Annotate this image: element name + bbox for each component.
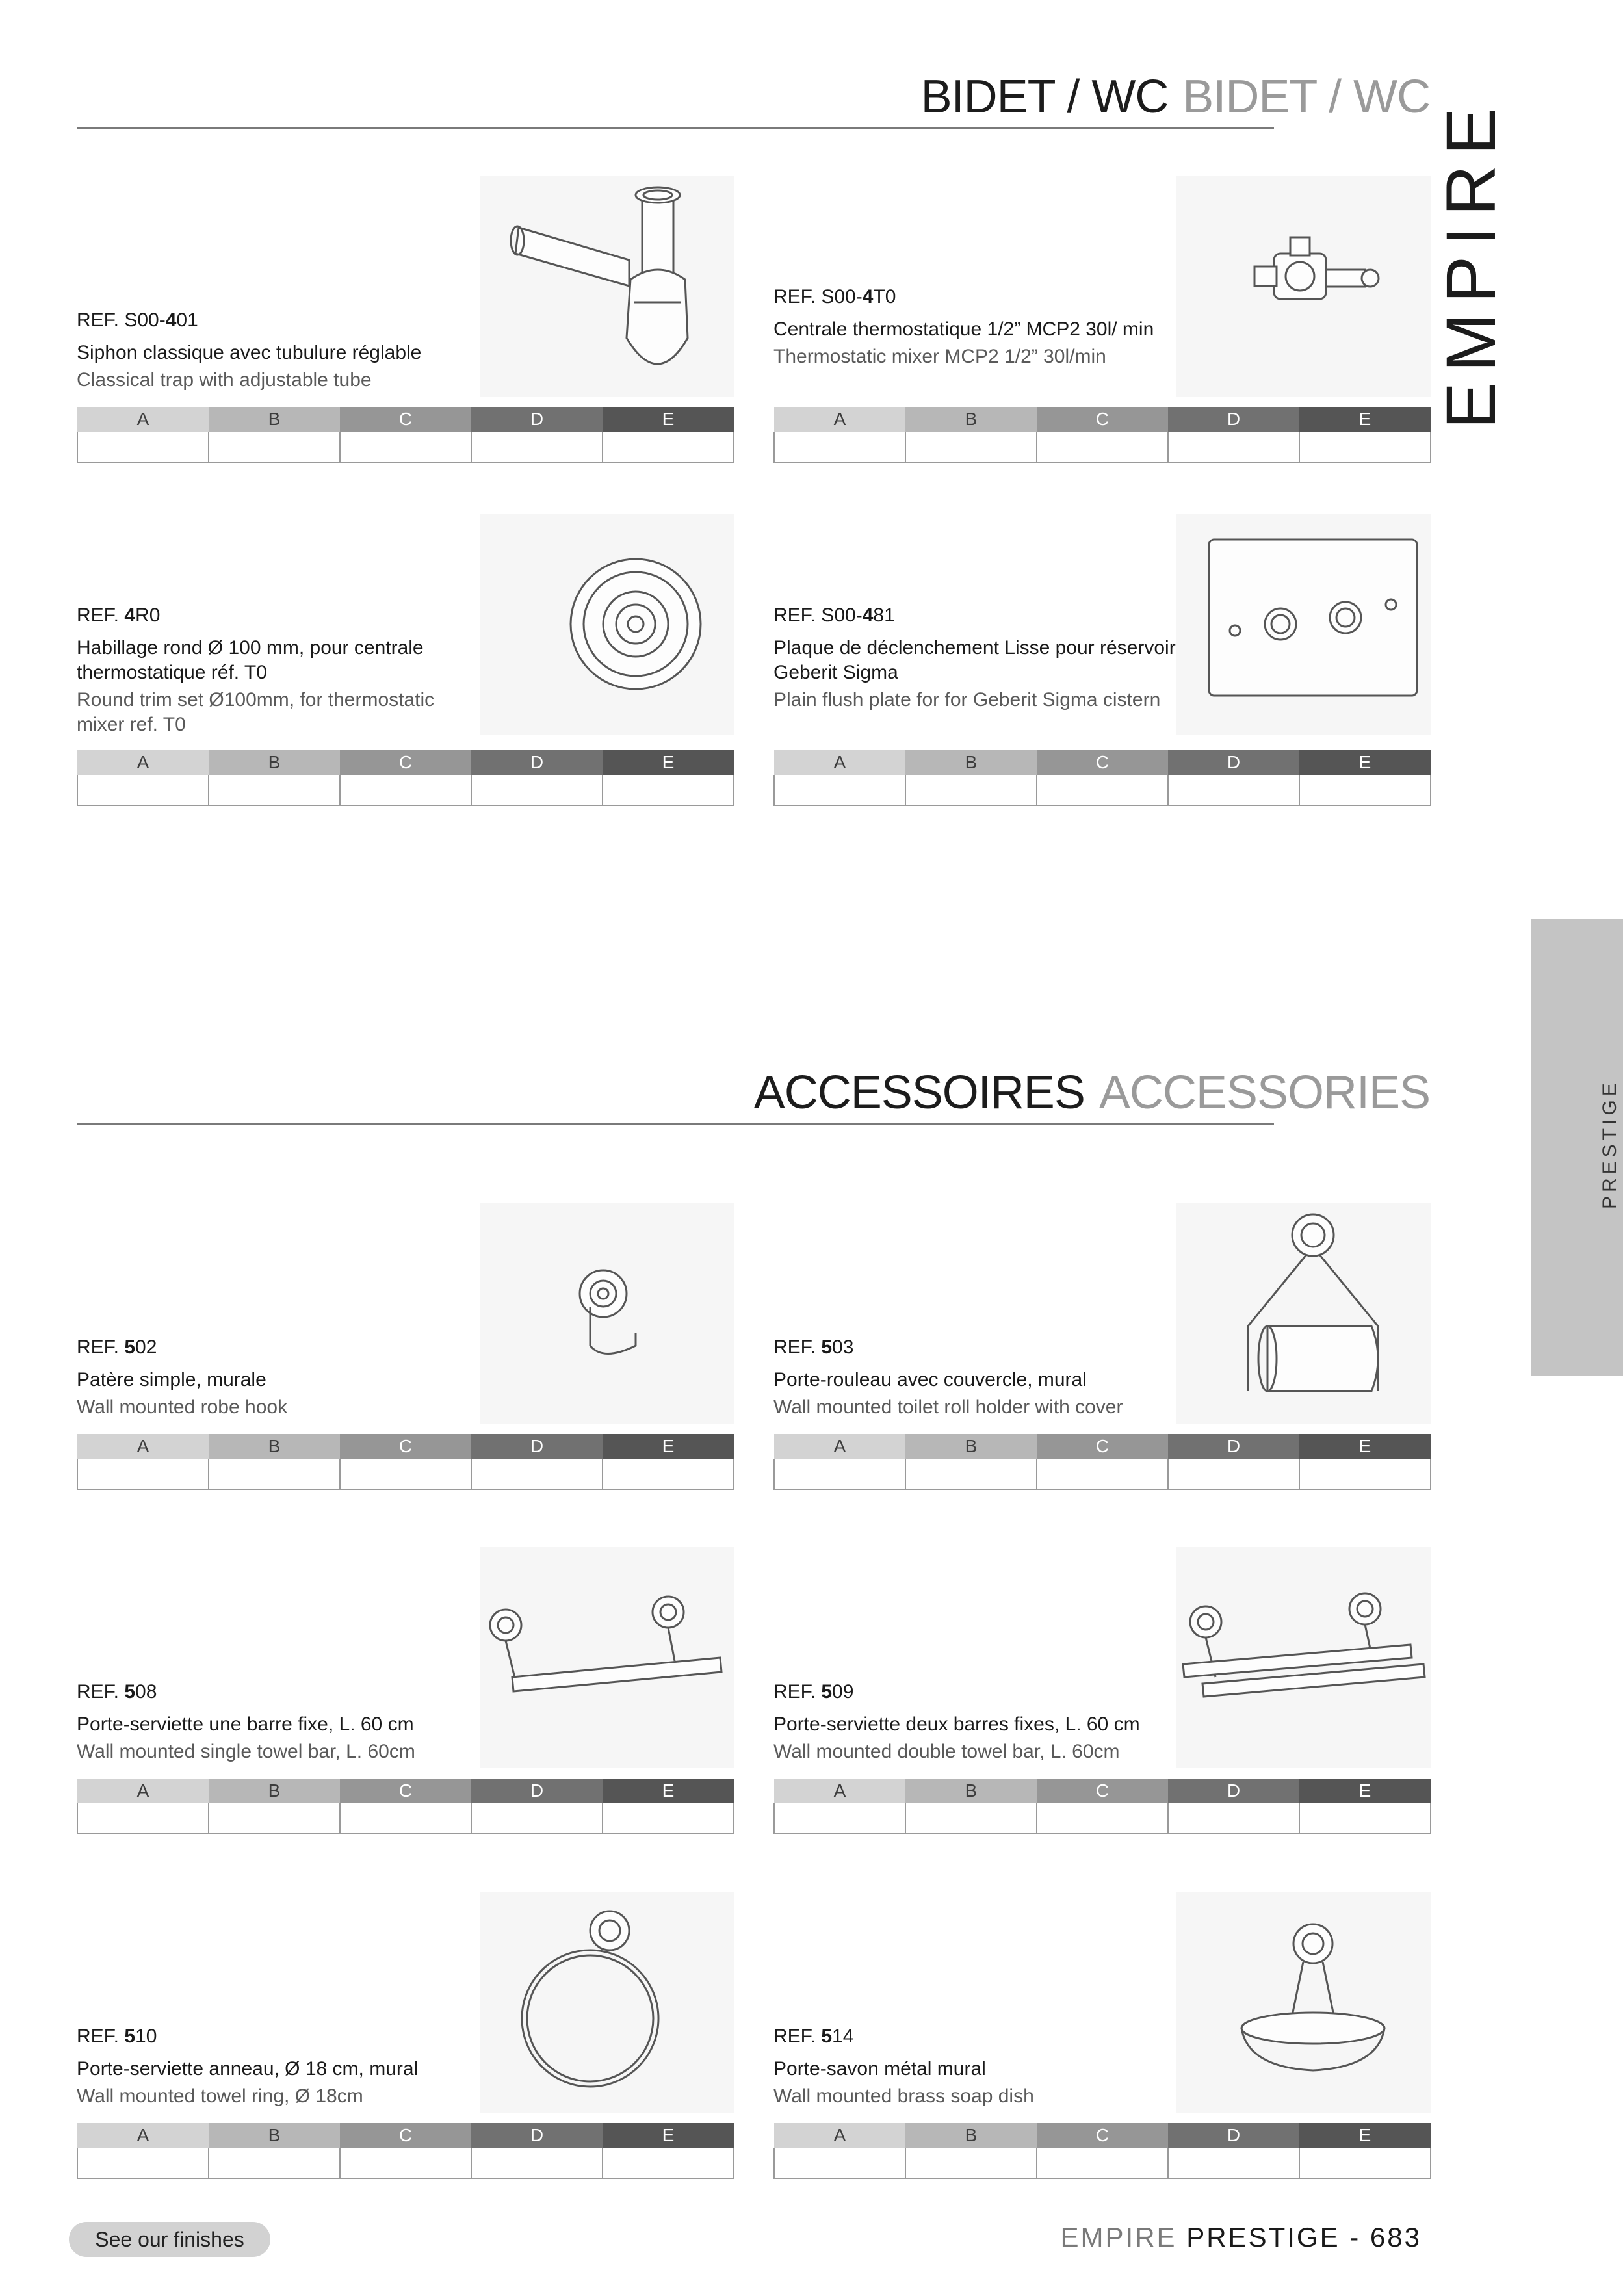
finish-cell [774,1459,905,1489]
finish-col-a: A [77,1434,209,1459]
product-info [773,1337,1176,1420]
finish-col-b: B [209,1434,340,1459]
product-desc-fr: Plaque de déclenchement Lisse pour réservoir Geberit Sigma [773,637,1176,683]
product-desc-en: Classical trap with adjustable tube [77,369,372,391]
product-info [77,1681,480,1764]
section-divider [77,127,1274,129]
finish-cell [209,1459,340,1489]
finish-cell [209,775,340,805]
section-title-bidet: BIDET / WC BIDET / WC [920,71,1430,123]
product-ref: REF. 510 [77,2026,157,2047]
finish-col-b: B [905,407,1037,432]
footer-page-number: PRESTIGE - 683 [1176,2222,1422,2252]
section-divider [77,1123,1274,1125]
finish-col-e: E [603,750,734,775]
product-desc-fr: Centrale thermostatique 1/2” MCP2 30l/ min [773,319,1154,340]
finish-cell [1299,775,1431,805]
finish-cell [1168,432,1299,462]
finish-col-d: D [1168,750,1299,775]
product-card [773,1547,1431,1840]
finish-cell [340,432,471,462]
product-card [77,1892,734,2184]
finish-cell [603,2148,734,2178]
finish-cell [340,775,471,805]
product-card [77,1203,734,1495]
finish-cell [603,1803,734,1834]
finish-col-b: B [209,407,340,432]
product-card [773,1892,1431,2184]
finish-cell [1168,1459,1299,1489]
finish-col-b: B [209,1779,340,1803]
product-desc-en: Round trim set Ø100mm, for thermostatic mixer ref. T0 [77,689,435,735]
finish-col-d: D [1168,1434,1299,1459]
finish-col-b: B [905,1779,1037,1803]
finish-col-c: C [1037,2123,1168,2148]
product-desc-en: Plain flush plate for for Geberit Sigma cistern [773,689,1161,711]
finish-col-c: C [340,407,471,432]
product-desc-en: Wall mounted towel ring, Ø 18cm [77,2085,363,2107]
finish-col-d: D [471,750,603,775]
finish-col-e: E [1299,2123,1431,2148]
finish-col-c: C [340,750,471,775]
finish-cell [905,775,1037,805]
product-desc-fr: Porte-savon métal mural [773,2058,986,2080]
finish-cell [1168,775,1299,805]
finish-cell [340,2148,471,2178]
finish-col-a: A [774,750,905,775]
toilet-roll-holder-icon [1176,1203,1431,1424]
finish-cell [603,1459,734,1489]
finish-cell [1037,1803,1168,1834]
product-desc-fr: Porte-serviette anneau, Ø 18 cm, mural [77,2058,419,2080]
finish-col-a: A [774,407,905,432]
finish-cell [905,1803,1037,1834]
product-ref: REF. S00-481 [773,605,895,626]
product-desc-en: Wall mounted brass soap dish [773,2085,1034,2107]
finish-cell [1168,1803,1299,1834]
finish-col-c: C [1037,407,1168,432]
finish-col-d: D [471,1434,603,1459]
product-card [77,514,734,813]
finish-col-b: B [209,750,340,775]
finish-col-d: D [471,1779,603,1803]
finish-cell [905,432,1037,462]
finish-col-b: B [905,2123,1037,2148]
finish-cell [209,432,340,462]
product-ref: REF. S00-401 [77,309,198,331]
product-desc-en: Wall mounted robe hook [77,1396,288,1418]
product-desc-en: Wall mounted toilet roll holder with cover [773,1396,1123,1418]
finish-col-c: C [1037,1779,1168,1803]
finish-table [77,1434,734,1490]
finish-col-a: A [774,2123,905,2148]
finish-col-e: E [1299,1779,1431,1803]
finish-cell [603,775,734,805]
finish-cell [774,775,905,805]
product-desc-fr: Porte-rouleau avec couvercle, mural [773,1369,1087,1390]
finish-col-b: B [905,1434,1037,1459]
finish-col-c: C [1037,1434,1168,1459]
product-info [77,1337,480,1420]
thermostatic-mixer-icon [1176,176,1431,397]
finish-cell [471,1459,603,1489]
finish-col-a: A [77,407,209,432]
finish-cell [471,2148,603,2178]
finish-col-c: C [340,1779,471,1803]
double-towel-bar-icon [1176,1547,1431,1768]
product-card [77,1547,734,1840]
product-desc-fr: Patère simple, murale [77,1369,266,1390]
finish-cell [774,1803,905,1834]
finish-cell [1299,2148,1431,2178]
product-desc-en: Wall mounted double towel bar, L. 60cm [773,1741,1120,1762]
finish-col-c: C [340,1434,471,1459]
product-ref: REF. 502 [77,1337,157,1358]
finish-cell [471,1803,603,1834]
finish-col-a: A [77,1779,209,1803]
product-card [773,1203,1431,1495]
product-card [773,176,1431,468]
product-ref: REF. 509 [773,1681,854,1702]
product-desc-fr: Porte-serviette deux barres fixes, L. 60 cm [773,1714,1140,1735]
flush-plate-icon [1176,514,1431,735]
finish-col-e: E [603,1779,734,1803]
finish-cell [1299,1459,1431,1489]
finish-col-e: E [1299,1434,1431,1459]
finish-col-a: A [774,1434,905,1459]
product-desc-fr: Porte-serviette une barre fixe, L. 60 cm [77,1714,414,1735]
finish-col-a: A [77,2123,209,2148]
product-info [773,1681,1176,1764]
finish-col-a: A [77,750,209,775]
finish-table [773,1434,1431,1490]
finish-cell [77,1459,209,1489]
finish-cell [1299,1803,1431,1834]
finish-col-d: D [471,407,603,432]
robe-hook-icon [480,1203,734,1424]
bottle-trap-icon [480,176,734,397]
finish-cell [1037,432,1168,462]
product-desc-en: Thermostatic mixer MCP2 1/2” 30l/min [773,346,1106,367]
product-info [77,605,480,737]
finish-cell [77,432,209,462]
footer-brand: EMPIRE [1060,2222,1177,2252]
finish-table [773,1779,1431,1834]
towel-ring-icon [480,1892,734,2113]
finish-cell [774,2148,905,2178]
finish-cell [603,432,734,462]
product-ref: REF. 514 [773,2026,854,2047]
finish-cell [1037,2148,1168,2178]
finish-cell [1037,1459,1168,1489]
finish-col-c: C [340,2123,471,2148]
brand-vertical-title: EMPIRE [1431,97,1510,429]
product-ref: REF. 503 [773,1337,854,1358]
finish-table [773,407,1431,463]
product-info [773,2026,1176,2109]
product-info [77,2026,480,2109]
finish-cell [774,432,905,462]
finish-table [773,2123,1431,2179]
finish-col-d: D [1168,1779,1299,1803]
finish-table [77,1779,734,1834]
product-info [77,309,480,393]
product-card [773,514,1431,813]
product-ref: REF. 508 [77,1681,157,1702]
finish-cell [340,1803,471,1834]
finish-cell [471,432,603,462]
finish-cell [1168,2148,1299,2178]
finish-col-d: D [1168,2123,1299,2148]
finish-col-e: E [1299,750,1431,775]
finish-cell [77,1803,209,1834]
see-finishes-button[interactable]: See our finishes [69,2222,270,2257]
finish-cell [905,2148,1037,2178]
finish-table [773,750,1431,806]
product-info [773,605,1176,712]
finish-cell [209,1803,340,1834]
finish-cell [471,775,603,805]
product-desc-en: Wall mounted single towel bar, L. 60cm [77,1741,415,1762]
page-footer [1061,2222,1422,2253]
product-ref: REF. S00-4T0 [773,286,896,307]
product-desc-fr: Siphon classique avec tubulure réglable [77,342,422,363]
side-tab-label: PRESTIGE [1599,1079,1620,1209]
product-ref: REF. 4R0 [77,605,161,626]
finish-col-d: D [1168,407,1299,432]
finish-col-c: C [1037,750,1168,775]
finish-col-e: E [603,2123,734,2148]
finish-cell [340,1459,471,1489]
section-title-accessories: ACCESSOIRES ACCESSORIES [753,1067,1430,1119]
finish-cell [209,2148,340,2178]
finish-cell [905,1459,1037,1489]
finish-col-b: B [905,750,1037,775]
product-desc-fr: Habillage rond Ø 100 mm, pour centrale thermostatique réf. T0 [77,637,424,683]
finish-col-e: E [603,1434,734,1459]
single-towel-bar-icon [480,1547,734,1768]
finish-col-e: E [603,407,734,432]
finish-cell [77,775,209,805]
finish-cell [1299,432,1431,462]
finish-col-a: A [774,1779,905,1803]
product-info [773,286,1176,369]
finish-cell [77,2148,209,2178]
finish-table [77,2123,734,2179]
soap-dish-icon [1176,1892,1431,2113]
finish-col-d: D [471,2123,603,2148]
finish-table [77,407,734,463]
round-trim-icon [480,514,734,735]
finish-cell [1037,775,1168,805]
finish-col-b: B [209,2123,340,2148]
finish-col-e: E [1299,407,1431,432]
product-card [77,176,734,468]
finish-table [77,750,734,806]
